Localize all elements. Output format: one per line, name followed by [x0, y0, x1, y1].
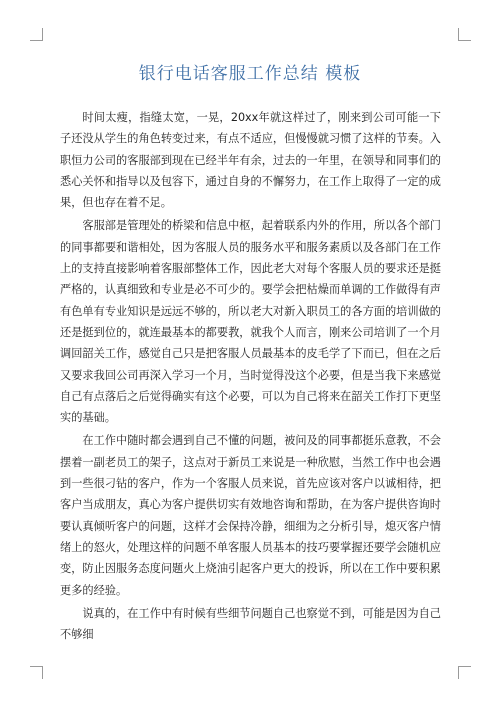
paragraph-2: 客服部是管理处的桥梁和信息中枢，起着联系内外的作用，所以各个部门的同事都要和谐相处，因为客服人员的服务水平和服务素质以及各部门在工作上的支持直接影响着客服部整体工作，因此老大对每个客服人员的要求还是挺严格的，认真细致和专业是必不可少的。要学会把枯燥而单调的工作做得有声有色单有专业知识是远远不够的，所以老大对新入职员工的各方面的培训做的还是挺到位的，就连最基本的都要教，就我个人而言，刚来公司培训了一个月调回韶关工作，感觉自己只是把客服人员最基本的皮毛学了下而已，但在之后又要求我回公司再深入学习一个月，当时觉得没这个必要，但是当我下来感觉自己有点落后之后觉得确实有这个必要，可以为自己将来在韶关工作打下更坚实的基础。 — [60, 219, 441, 425]
crop-mark-bottom-right — [458, 666, 471, 679]
paragraph-3: 在工作中随时都会遇到自己不懂的问题，被问及的同事都挺乐意教，不会摆着一副老员工的架子，这点对于新员工来说是一种欣慰，当然工作中也会遇到一些很刁钻的客户，作为一个客服人员来说，首先应该对客户以诚相待，把客户当成朋友，真心为客户提供切实有效地咨询和帮助，在为客户提供咨询时要认真倾听客户的问题，这样才会保持冷静，细细为之分析引导，熄灭客户情绪上的怒火，处理这样的问题不单客服人员基本的技巧要掌握还要学会随机应变，防止因服务态度问题火上烧油引起客户更大的投诉，所以在工作中要积累更多的经验。 — [60, 434, 441, 597]
crop-mark-top-left — [30, 28, 43, 41]
document-body — [60, 107, 441, 647]
paragraph-1: 时间太瘦，指缝太宽，一晃，20xx年就这样过了，刚来到公司可能一下子还没从学生的角色转变过来，有点不适应，但慢慢就习惯了这样的节奏。入职恒力公司的客服部到现在已经半年有余，过去的一年里，在领导和同事们的悉心关怀和指导以及包容下，通过自身的不懈努力，在工作上取得了一定的成果，但也存在着不足。 — [60, 111, 441, 210]
crop-mark-bottom-left — [30, 666, 43, 679]
paragraph-4: 说真的，在工作中有时候有些细节问题自己也察觉不到，可能是因为自己不够细 — [60, 606, 441, 642]
document-title: 银行电话客服工作总结 模板 — [138, 64, 362, 84]
crop-mark-top-right — [458, 28, 471, 41]
